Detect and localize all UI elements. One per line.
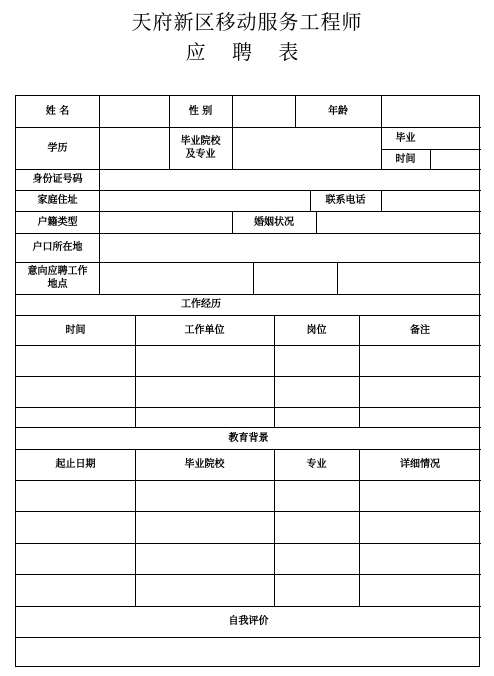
edu-col-dates: 起止日期 bbox=[55, 459, 96, 470]
address-field[interactable] bbox=[100, 191, 309, 210]
edu-col-school: 毕业院校 bbox=[184, 459, 225, 470]
edu-col-details: 详细情况 bbox=[400, 459, 440, 470]
hukou-location-label: 户口所在地 bbox=[32, 242, 83, 253]
work-col-employer: 工作单位 bbox=[184, 324, 225, 336]
graduate-time-field[interactable] bbox=[431, 150, 480, 168]
marital-status-field[interactable] bbox=[317, 212, 480, 232]
school-major-field[interactable] bbox=[233, 128, 380, 168]
form-subtitle: 应 聘 表 bbox=[185, 40, 309, 64]
work-history-row[interactable] bbox=[16, 408, 481, 427]
application-form-table bbox=[15, 95, 480, 667]
work-col-position: 岗位 bbox=[306, 324, 327, 336]
education-row[interactable] bbox=[16, 575, 481, 606]
education-label: 学历 bbox=[47, 142, 68, 154]
education-history-title: 教育背景 bbox=[228, 432, 269, 444]
graduate-time-label: 时间 bbox=[395, 153, 416, 165]
work-col-remarks: 备注 bbox=[410, 324, 430, 336]
school-major-label: 毕业院校 及专业 bbox=[180, 136, 221, 160]
id-number-label: 身份证号码 bbox=[32, 174, 83, 185]
age-label: 年龄 bbox=[328, 106, 348, 117]
gender-label: 性 别 bbox=[188, 106, 213, 117]
work-location-choice-1[interactable] bbox=[100, 263, 252, 293]
gender-field[interactable] bbox=[233, 97, 294, 126]
work-col-time: 时间 bbox=[65, 324, 86, 336]
hukou-type-label: 户籍类型 bbox=[37, 216, 78, 228]
marital-status-label: 婚姻状况 bbox=[254, 216, 294, 228]
name-label: 姓 名 bbox=[45, 106, 70, 117]
work-history-title: 工作经历 bbox=[181, 299, 221, 310]
address-label: 家庭住址 bbox=[37, 195, 78, 206]
edu-col-major: 专业 bbox=[306, 459, 327, 470]
work-location-label: 意向应聘工作 地点 bbox=[27, 266, 88, 290]
phone-label: 联系电话 bbox=[325, 195, 366, 206]
self-evaluation-field[interactable] bbox=[16, 638, 481, 666]
graduate-label: 毕业 bbox=[395, 132, 416, 144]
age-field[interactable] bbox=[382, 97, 480, 126]
work-history-row[interactable] bbox=[16, 346, 481, 376]
education-row[interactable] bbox=[16, 544, 481, 574]
phone-field[interactable] bbox=[382, 191, 480, 210]
education-row[interactable] bbox=[16, 512, 481, 543]
hukou-type-field[interactable] bbox=[100, 212, 231, 232]
work-location-choice-3[interactable] bbox=[338, 263, 480, 293]
hukou-location-field[interactable] bbox=[100, 234, 480, 261]
work-location-choice-2[interactable] bbox=[254, 263, 336, 293]
education-field[interactable] bbox=[100, 128, 168, 168]
name-field[interactable] bbox=[100, 97, 168, 126]
work-history-row[interactable] bbox=[16, 377, 481, 407]
education-row[interactable] bbox=[16, 481, 481, 511]
self-evaluation-title: 自我评价 bbox=[228, 616, 269, 627]
id-number-field[interactable] bbox=[100, 170, 480, 189]
form-title: 天府新区移动服务工程师 bbox=[131, 10, 363, 34]
